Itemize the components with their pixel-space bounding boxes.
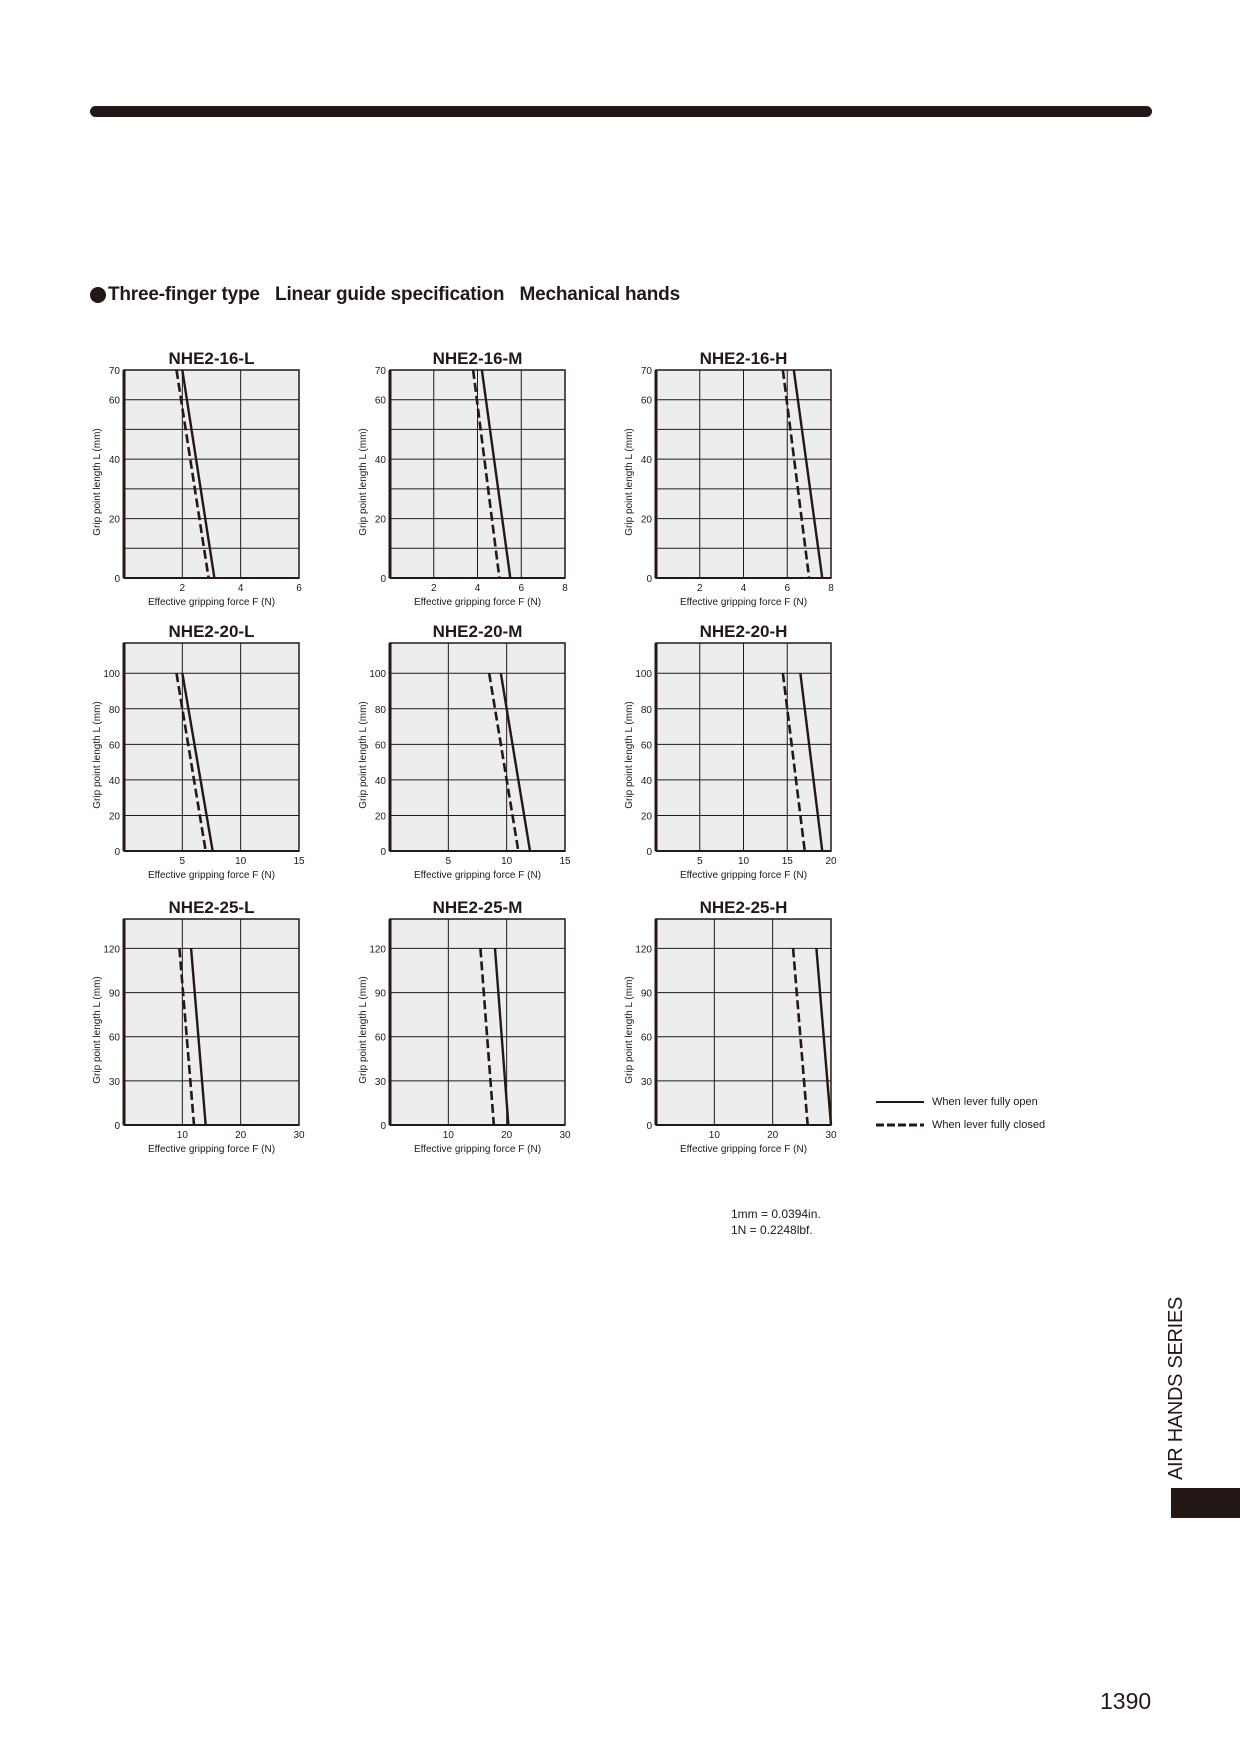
- x-tick-label: 6: [518, 583, 525, 594]
- x-tick-label: 20: [235, 1130, 247, 1141]
- x-tick-label: 8: [828, 583, 834, 594]
- chart-svg: [616, 889, 851, 1165]
- x-axis-label: Effective gripping force F (N): [147, 1144, 276, 1155]
- plot-area: [124, 643, 299, 851]
- x-axis-label: Effective gripping force F (N): [679, 597, 808, 608]
- x-tick-label: 10: [442, 1130, 454, 1141]
- heading-part-spec: Linear guide specification: [275, 284, 505, 305]
- y-tick-label: 0: [380, 1121, 386, 1132]
- y-tick-label: 40: [108, 455, 120, 467]
- x-axis-label: Effective gripping force F (N): [413, 870, 542, 881]
- y-tick-label: 30: [108, 1076, 120, 1088]
- y-tick-label: 20: [640, 514, 652, 526]
- y-tick-label: 90: [374, 988, 386, 1000]
- x-tick-label: 2: [179, 583, 186, 594]
- x-tick-label: 30: [559, 1130, 571, 1141]
- y-tick-label: 60: [108, 395, 120, 407]
- y-axis-label: Grip point length L (mm): [92, 701, 103, 809]
- y-tick-label: 90: [108, 988, 120, 1000]
- y-tick-label: 0: [380, 847, 386, 858]
- x-tick-label: 6: [296, 583, 302, 594]
- y-tick-label: 60: [640, 395, 652, 407]
- chart-title: NHE2-16-L: [168, 349, 255, 368]
- chart-svg: [350, 889, 585, 1165]
- y-axis-label: Grip point length L (mm): [624, 428, 635, 536]
- y-tick-label: 120: [369, 944, 386, 956]
- chart-title: NHE2-20-H: [699, 622, 788, 641]
- y-tick-label: 60: [374, 1032, 386, 1044]
- y-tick-label: 40: [108, 775, 120, 787]
- x-tick-label: 4: [474, 583, 481, 594]
- x-tick-label: 30: [293, 1130, 305, 1141]
- x-axis-label: Effective gripping force F (N): [679, 870, 808, 881]
- y-tick-label: 20: [640, 811, 652, 823]
- chart-nhe2-20-l: [84, 613, 354, 881]
- heading-part-hands: Mechanical hands: [519, 284, 680, 305]
- x-tick-label: 8: [562, 583, 568, 594]
- chart-nhe2-16-l: [84, 340, 354, 608]
- y-tick-label: 20: [374, 811, 386, 823]
- x-tick-label: 20: [767, 1130, 779, 1141]
- header-rule: [90, 106, 1152, 117]
- y-tick-label: 100: [103, 669, 120, 681]
- plot-area: [390, 919, 565, 1125]
- chart-nhe2-25-m: [350, 889, 620, 1155]
- chart-title: NHE2-20-L: [168, 622, 255, 641]
- plot-area: [124, 919, 299, 1125]
- y-tick-label: 30: [374, 1076, 386, 1088]
- chart-nhe2-16-h: [616, 340, 886, 608]
- chart-svg: [616, 613, 851, 891]
- x-tick-label: 15: [293, 856, 305, 867]
- chart-svg: [350, 613, 585, 891]
- heading-gap: [504, 284, 519, 306]
- y-tick-label: 40: [640, 775, 652, 787]
- chart-svg: [616, 340, 851, 618]
- y-tick-label: 70: [374, 366, 386, 377]
- x-axis-label: Effective gripping force F (N): [147, 870, 276, 881]
- legend-item-open: [876, 1090, 1045, 1113]
- y-tick-label: 60: [108, 1032, 120, 1044]
- chart-title: NHE2-25-M: [432, 898, 523, 917]
- conversion-mm: 1mm = 0.0394in.: [731, 1207, 821, 1221]
- x-tick-label: 5: [696, 856, 703, 867]
- y-tick-label: 40: [374, 775, 386, 787]
- y-axis-label: Grip point length L (mm): [624, 976, 635, 1084]
- bullet-icon: [90, 287, 106, 303]
- x-tick-label: 20: [825, 856, 837, 867]
- x-axis-label: Effective gripping force F (N): [413, 1144, 542, 1155]
- y-axis-label: Grip point length L (mm): [358, 428, 369, 536]
- x-tick-label: 10: [501, 856, 513, 867]
- x-tick-label: 10: [708, 1130, 720, 1141]
- x-tick-label: 6: [784, 583, 791, 594]
- y-tick-label: 60: [374, 395, 386, 407]
- chart-title: NHE2-20-M: [432, 622, 523, 641]
- y-tick-label: 90: [640, 988, 652, 1000]
- y-tick-label: 120: [635, 944, 652, 956]
- y-tick-label: 70: [108, 366, 120, 377]
- chart-nhe2-25-l: [84, 889, 354, 1155]
- y-tick-label: 0: [646, 1121, 652, 1132]
- x-tick-label: 2: [696, 583, 703, 594]
- chart-title: NHE2-25-H: [699, 898, 788, 917]
- y-tick-label: 40: [374, 455, 386, 467]
- section-heading: [90, 284, 680, 306]
- y-tick-label: 0: [114, 1121, 120, 1132]
- chart-title: NHE2-16-H: [699, 349, 788, 368]
- x-tick-label: 2: [430, 583, 437, 594]
- chart-nhe2-25-h: [616, 889, 886, 1155]
- y-tick-label: 0: [646, 574, 652, 585]
- chart-svg: [84, 613, 319, 891]
- y-axis-label: Grip point length L (mm): [358, 701, 369, 809]
- y-tick-label: 40: [640, 455, 652, 467]
- x-tick-label: 10: [737, 856, 750, 867]
- heading-part-type: Three-finger type: [108, 284, 260, 305]
- y-axis-label: Grip point length L (mm): [92, 428, 103, 536]
- y-tick-label: 100: [635, 669, 652, 681]
- y-tick-label: 30: [640, 1076, 652, 1088]
- series-side-label: AIR HANDS SERIES: [1165, 1296, 1187, 1480]
- y-tick-label: 60: [640, 1032, 652, 1044]
- solid-line-swatch: [876, 1099, 926, 1105]
- chart-svg: [350, 340, 585, 618]
- x-axis-label: Effective gripping force F (N): [413, 597, 542, 608]
- plot-area: [390, 643, 565, 851]
- y-axis-label: Grip point length L (mm): [358, 976, 369, 1084]
- dashed-line-swatch: [876, 1122, 926, 1128]
- x-tick-label: 5: [445, 856, 452, 867]
- x-axis-label: Effective gripping force F (N): [147, 597, 276, 608]
- chart-nhe2-20-m: [350, 613, 620, 881]
- unit-conversion-note: [731, 1206, 821, 1238]
- conversion-n: 1N = 0.2248lbf.: [731, 1223, 813, 1237]
- legend: [876, 1090, 1045, 1136]
- y-tick-label: 20: [108, 811, 120, 823]
- x-tick-label: 10: [176, 1130, 188, 1141]
- y-tick-label: 70: [640, 366, 652, 377]
- y-tick-label: 0: [646, 847, 652, 858]
- x-tick-label: 15: [559, 856, 571, 867]
- legend-label: When lever fully closed: [932, 1118, 1046, 1131]
- y-tick-label: 120: [103, 944, 120, 956]
- x-tick-label: 4: [237, 583, 244, 594]
- y-tick-label: 0: [114, 574, 120, 585]
- x-tick-label: 5: [179, 856, 186, 867]
- x-tick-label: 20: [501, 1130, 513, 1141]
- y-tick-label: 100: [369, 669, 386, 681]
- y-axis-label: Grip point length L (mm): [92, 976, 103, 1084]
- y-tick-label: 80: [640, 704, 652, 716]
- x-tick-label: 30: [825, 1130, 837, 1141]
- y-tick-label: 0: [380, 574, 386, 585]
- y-tick-label: 0: [114, 847, 120, 858]
- x-axis-label: Effective gripping force F (N): [679, 1144, 808, 1155]
- y-tick-label: 20: [374, 514, 386, 526]
- x-tick-label: 15: [781, 856, 793, 867]
- chart-title: NHE2-16-M: [432, 349, 523, 368]
- y-axis-label: Grip point length L (mm): [624, 701, 635, 809]
- chart-nhe2-20-h: [616, 613, 886, 881]
- y-tick-label: 60: [108, 740, 120, 752]
- y-tick-label: 80: [108, 704, 120, 716]
- x-tick-label: 4: [740, 583, 747, 594]
- y-tick-label: 60: [374, 740, 386, 752]
- y-tick-label: 80: [374, 704, 386, 716]
- legend-item-closed: [876, 1113, 1045, 1136]
- x-tick-label: 10: [235, 856, 247, 867]
- chart-nhe2-16-m: [350, 340, 620, 608]
- heading-gap: [260, 284, 275, 306]
- side-tab-marker: [1171, 1488, 1240, 1518]
- page-number: 1390: [1100, 1688, 1152, 1714]
- plot-area: [124, 370, 299, 578]
- legend-label: When lever fully open: [932, 1095, 1038, 1108]
- chart-svg: [84, 340, 319, 618]
- y-tick-label: 20: [108, 514, 120, 526]
- y-tick-label: 60: [640, 740, 652, 752]
- chart-title: NHE2-25-L: [168, 898, 255, 917]
- chart-svg: [84, 889, 319, 1165]
